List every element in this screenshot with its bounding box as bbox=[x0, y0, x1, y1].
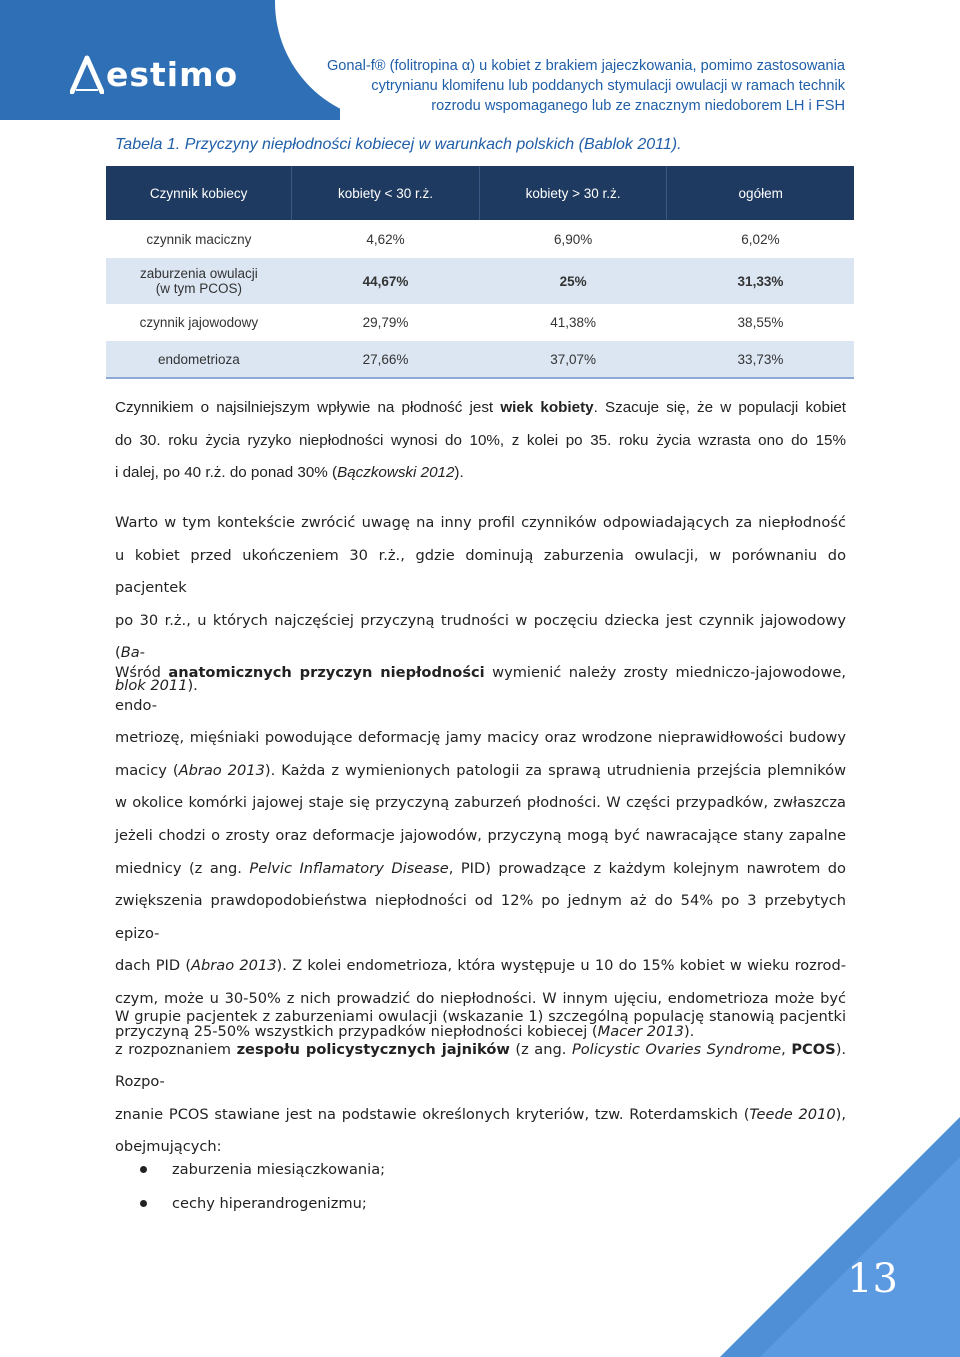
text-span: i dalej, po 40 r.ż. do ponad 30% ( bbox=[115, 464, 338, 482]
list-item-text: cechy hiperandrogenizmu; bbox=[172, 1194, 367, 1212]
text-line bbox=[115, 755, 846, 788]
table-cell: 44,67% bbox=[292, 258, 480, 304]
text-line bbox=[115, 853, 846, 886]
text-span: . Szacuje się, że w populacji kobiet bbox=[593, 399, 846, 416]
paragraph bbox=[115, 392, 846, 490]
table-row bbox=[106, 304, 854, 341]
text-span: ). Z kolei endometrioza, która występuje u 10 do 15% kobiet w wieku rozrod- bbox=[276, 957, 846, 975]
table-cell: 38,55% bbox=[667, 304, 854, 341]
citation: blok 2011 bbox=[115, 676, 188, 694]
text-line bbox=[115, 457, 846, 490]
table-cell: 6,90% bbox=[479, 220, 667, 258]
text-span: dach PID ( bbox=[115, 957, 192, 975]
text-line bbox=[115, 657, 846, 722]
column-header: kobiety < 30 r.ż. bbox=[292, 166, 480, 220]
list-item-text: zaburzenia miesiączkowania; bbox=[172, 1160, 386, 1178]
text-span: , bbox=[781, 1040, 792, 1058]
text-line: metriozę, mięśniaki powodujące deformację jamy macicy oraz wrodzone nieprawidłowości budowy bbox=[115, 729, 846, 747]
row-label bbox=[106, 258, 292, 304]
text-line: do 30. roku życia ryzyko niepłodności wynosi do 10%, z kolei po 35. roku życia wzrasta ono do 15% bbox=[115, 431, 846, 449]
italic-text: Pelvic Inflamatory Disease bbox=[249, 859, 449, 877]
row-label: endometrioza bbox=[106, 341, 292, 378]
text-span: ). Rozpo- bbox=[115, 1040, 847, 1091]
header-title-line: rozrodu wspomaganego lub ze znacznym niedoborem LH i FSH bbox=[431, 98, 845, 114]
text-span: Wśród bbox=[115, 664, 169, 681]
text-line: czym, może u 30-50% z nich prowadzić do niepłodności. W innym ujęciu, endometrioza może być bbox=[115, 989, 846, 1007]
logo-text: estimo bbox=[106, 54, 239, 94]
bold-text: anatomicznych przyczyn niepłodności bbox=[168, 664, 485, 681]
header-title-line: cytrynianu klomifenu lub poddanych stymulacji owulacji w ramach technik bbox=[371, 78, 845, 94]
table-cell: 29,79% bbox=[292, 304, 480, 341]
table-cell: 25% bbox=[479, 258, 667, 304]
text-span: ). bbox=[187, 676, 198, 694]
table-cell: 37,07% bbox=[479, 341, 667, 378]
column-header: kobiety > 30 r.ż. bbox=[479, 166, 667, 220]
row-label-line: zaburzenia owulacji bbox=[139, 266, 258, 281]
table-cell: 33,73% bbox=[667, 341, 854, 378]
table-cell: 41,38% bbox=[479, 304, 667, 341]
text-span: ), bbox=[835, 1105, 846, 1123]
header-title bbox=[285, 56, 845, 116]
estimo-logo bbox=[70, 52, 238, 96]
page-corner-decoration bbox=[720, 1117, 960, 1357]
header-title-line: Gonal-f® (folitropina α) u kobiet z brakiem jajeczkowania, pomimo zastosowania bbox=[326, 58, 845, 74]
text-line: jeżeli chodzi o zrosty oraz deformacje jajowodów, przyczyną mogą być nawracające stany zapalne bbox=[115, 826, 846, 844]
column-header: ogółem bbox=[667, 166, 854, 220]
text-span: ). Każda z wymienionych patologii za sprawą utrudnienia przejścia plemników bbox=[264, 761, 847, 779]
bullet-icon bbox=[140, 1166, 147, 1173]
citation: Ba- bbox=[120, 644, 145, 662]
text-line bbox=[115, 392, 846, 425]
table-row bbox=[106, 220, 854, 258]
text-span: Czynnikiem o najsilniejszym wpływie na płodność jest bbox=[115, 399, 501, 416]
text-span: z rozpoznaniem bbox=[115, 1040, 237, 1058]
table-row bbox=[106, 341, 854, 378]
text-span: macicy ( bbox=[115, 761, 179, 779]
text-span: miednicy (z ang. bbox=[115, 859, 250, 877]
bold-text: wiek kobiety bbox=[500, 399, 594, 416]
text-span: (z ang. bbox=[509, 1040, 572, 1058]
text-line: zwiększenia prawdopodobieństwa niepłodności od 12% po jednym aż do 54% po 3 przebytych epizo- bbox=[115, 892, 846, 942]
citation: Teede 2010 bbox=[749, 1105, 836, 1123]
paragraph bbox=[115, 657, 846, 1048]
bullet-list bbox=[140, 1152, 385, 1220]
citation: Macer 2013 bbox=[597, 1022, 684, 1040]
text-line: u kobiet przed ukończeniem 30 r.ż., gdzie dominują zaburzenia owulacji, w porównaniu do pacjentek bbox=[115, 546, 846, 597]
bold-text: zespołu policystycznych jajników bbox=[236, 1040, 510, 1058]
citation: Abrao 2013 bbox=[178, 761, 265, 779]
row-label: czynnik maciczny bbox=[106, 220, 292, 258]
text-line: obejmujących: bbox=[115, 1138, 222, 1156]
column-header: Czynnik kobiecy bbox=[106, 166, 292, 220]
table-header-row bbox=[106, 166, 854, 220]
italic-text: Policystic Ovaries Syndrome bbox=[571, 1040, 782, 1058]
list-item bbox=[140, 1186, 385, 1220]
table-cell: 6,02% bbox=[667, 220, 854, 258]
text-span: wymienić należy zrosty miedniczo-jajowodowe, endo- bbox=[115, 664, 847, 714]
citation: Bączkowski 2012 bbox=[337, 464, 455, 482]
text-span: ). bbox=[454, 464, 464, 482]
text-span: ). bbox=[683, 1022, 695, 1040]
text-line: Warto w tym kontekście zwrócić uwagę na inny profil czynników odpowiadających za niepłodność bbox=[115, 514, 846, 531]
text-span: znanie PCOS stawiane jest na podstawie określonych kryteriów, tzw. Roterdamskich ( bbox=[115, 1105, 750, 1123]
row-label: czynnik jajowodowy bbox=[106, 304, 292, 341]
logo-lambda-icon bbox=[70, 54, 104, 94]
text-line bbox=[115, 950, 846, 983]
citation: Abrao 2013 bbox=[191, 957, 277, 975]
row-label-line: (w tym PCOS) bbox=[155, 281, 242, 296]
list-item bbox=[140, 1152, 385, 1186]
page-number: 13 bbox=[847, 1256, 898, 1302]
table-cell: 27,66% bbox=[292, 341, 480, 378]
bullet-icon bbox=[140, 1200, 147, 1207]
text-span: , PID) prowadzące z każdym kolejnym nawrotem do bbox=[448, 859, 846, 877]
table-row bbox=[106, 258, 854, 304]
table-cell: 4,62% bbox=[292, 220, 480, 258]
text-line: W grupie pacjentek z zaburzeniami owulacji (wskazanie 1) szczególną populację stanowią pacjentki bbox=[115, 1008, 846, 1025]
table-cell: 31,33% bbox=[667, 258, 854, 304]
table-caption: Tabela 1. Przyczyny niepłodności kobiecej w warunkach polskich (Bablok 2011). bbox=[115, 136, 682, 153]
text-span: po 30 r.ż., u których najczęściej przyczyną trudności w poczęciu dziecka jest czynnik jajowodowy ( bbox=[115, 611, 846, 662]
text-line: w okolice komórki jajowej staje się przyczyną zaburzeń płodności. W części przypadków, zwłaszcza bbox=[115, 794, 846, 812]
text-line bbox=[115, 1034, 846, 1099]
text-span: przyczyną 25-50% wszystkich przypadków niepłodności kobiecej ( bbox=[115, 1022, 598, 1040]
bold-text: PCOS bbox=[791, 1040, 836, 1058]
infertility-causes-table bbox=[106, 166, 854, 379]
